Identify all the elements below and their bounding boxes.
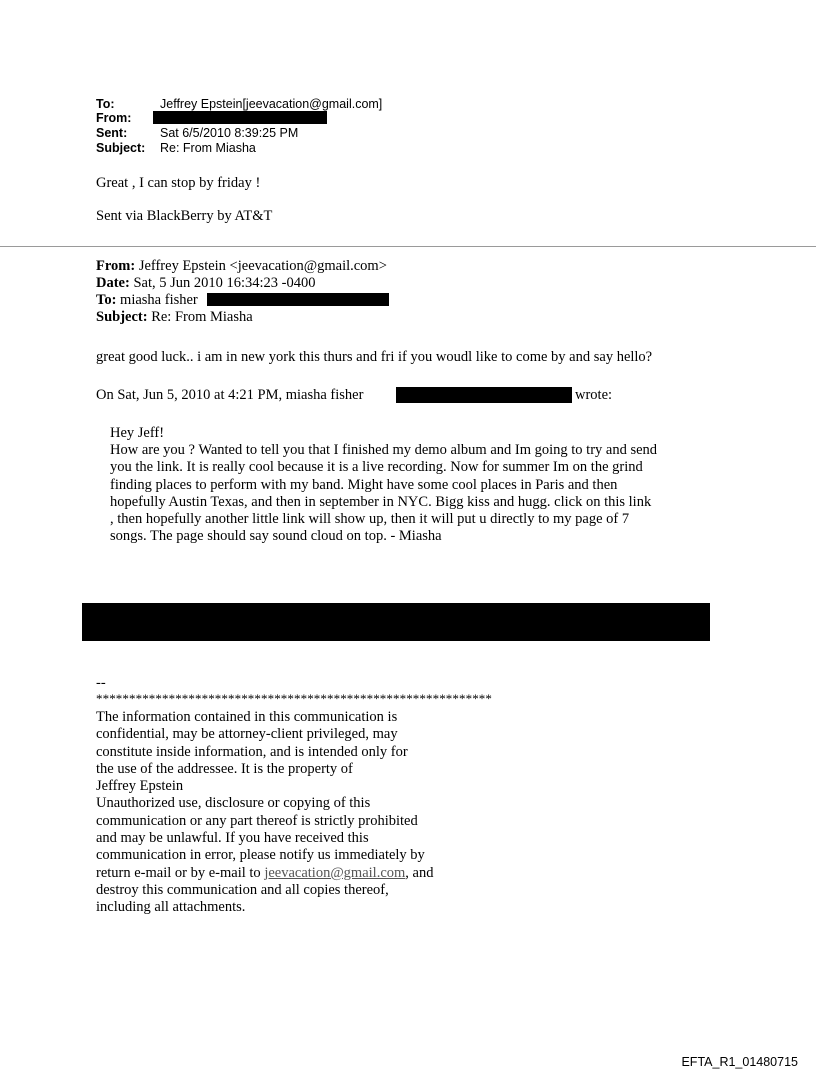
header-sent-label: Sent: [96, 126, 128, 140]
disclaimer-line: including all attachments. [96, 899, 246, 916]
disclaimer-line: communication or any part thereof is strictly prohibited [96, 812, 418, 829]
original-date-value: Sat, 5 Jun 2010 16:34:23 -0400 [133, 275, 316, 291]
original-from-row [96, 258, 387, 275]
header-subject-value: Re: From Miasha [160, 141, 256, 155]
disclaimer-line: Unauthorized use, disclosure or copying of this [96, 795, 371, 812]
redaction-original-to [207, 293, 389, 306]
disclaimer-line: the use of the addressee. It is the property of [96, 760, 353, 777]
disclaimer-dash: -- [96, 675, 106, 691]
disclaimer-line: and may be unlawful. If you have received this [96, 830, 369, 847]
disclaimer-line-prefix: return e-mail or by e-mail to [96, 864, 265, 881]
original-meta [96, 258, 387, 326]
original-from-label: From: [96, 258, 136, 274]
quoted-line: songs. The page should say sound cloud on top. - Miasha [110, 528, 442, 545]
disclaimer-text [96, 709, 516, 917]
quoted-line: finding places to perform with my band. Might have some cool places in Paris and then [110, 476, 618, 493]
original-subject-row [96, 309, 387, 326]
original-subject-label: Subject: [96, 309, 148, 325]
original-body: great good luck.. i am in new york this thurs and fri if you woudl like to come by and say hello? [96, 349, 653, 365]
disclaimer-email-link[interactable]: jeevacation@gmail.com [264, 864, 406, 881]
redaction-large-bar [82, 603, 710, 641]
message-divider [0, 246, 816, 247]
quoted-line: How are you ? Wanted to tell you that I finished my demo album and Im going to try and send [110, 442, 658, 459]
redaction-header-from [153, 111, 327, 124]
original-subject-value: Re: From Miasha [151, 309, 253, 325]
header-sent-value: Sat 6/5/2010 8:39:25 PM [160, 126, 299, 140]
quoted-greeting: Hey Jeff! [110, 425, 165, 441]
redaction-quote-email [396, 387, 572, 403]
quote-intro: On Sat, Jun 5, 2010 at 4:21 PM, miasha fisher [96, 387, 364, 403]
disclaimer-line: destroy this communication and all copies thereof, [96, 881, 389, 898]
disclaimer-line: constitute inside information, and is intended only for [96, 743, 408, 760]
reply-signature: Sent via BlackBerry by AT&T [96, 208, 273, 224]
original-to-value: miasha fisher [120, 292, 198, 308]
document-id: EFTA_R1_01480715 [681, 1055, 798, 1069]
original-to-label: To: [96, 292, 117, 308]
quote-wrote: wrote: [575, 387, 613, 403]
header-to-value: Jeffrey Epstein[jeevacation@gmail.com] [160, 97, 383, 111]
original-date-label: Date: [96, 275, 130, 291]
disclaimer-line-suffix: , and [405, 864, 434, 881]
disclaimer-line: confidential, may be attorney-client privileged, may [96, 726, 398, 743]
header-to-label: To: [96, 97, 115, 111]
disclaimer-line: The information contained in this communication is [96, 709, 398, 725]
reply-body: Great , I can stop by friday ! [96, 175, 261, 191]
quoted-message [110, 425, 730, 545]
original-date-row [96, 275, 387, 292]
disclaimer-line [96, 865, 516, 882]
header-from-label: From: [96, 111, 132, 125]
quoted-line: you the link. It is really cool because it is a live recording. Now for summer Im on the grind [110, 459, 643, 476]
header-subject-label: Subject: [96, 141, 146, 155]
disclaimer-line: communication in error, please notify us immediately by [96, 847, 425, 864]
disclaimer-stars: ************************************************************ [96, 691, 492, 706]
quoted-line: , then hopefully another little link will show up, then it will put u directly to my page of 7 [110, 511, 630, 528]
quoted-line: hopefully Austin Texas, and then in september in NYC. Bigg kiss and hugg. click on this link [110, 493, 652, 510]
original-from-value: Jeffrey Epstein <jeevacation@gmail.com> [138, 258, 387, 274]
disclaimer-line: Jeffrey Epstein [96, 778, 184, 795]
